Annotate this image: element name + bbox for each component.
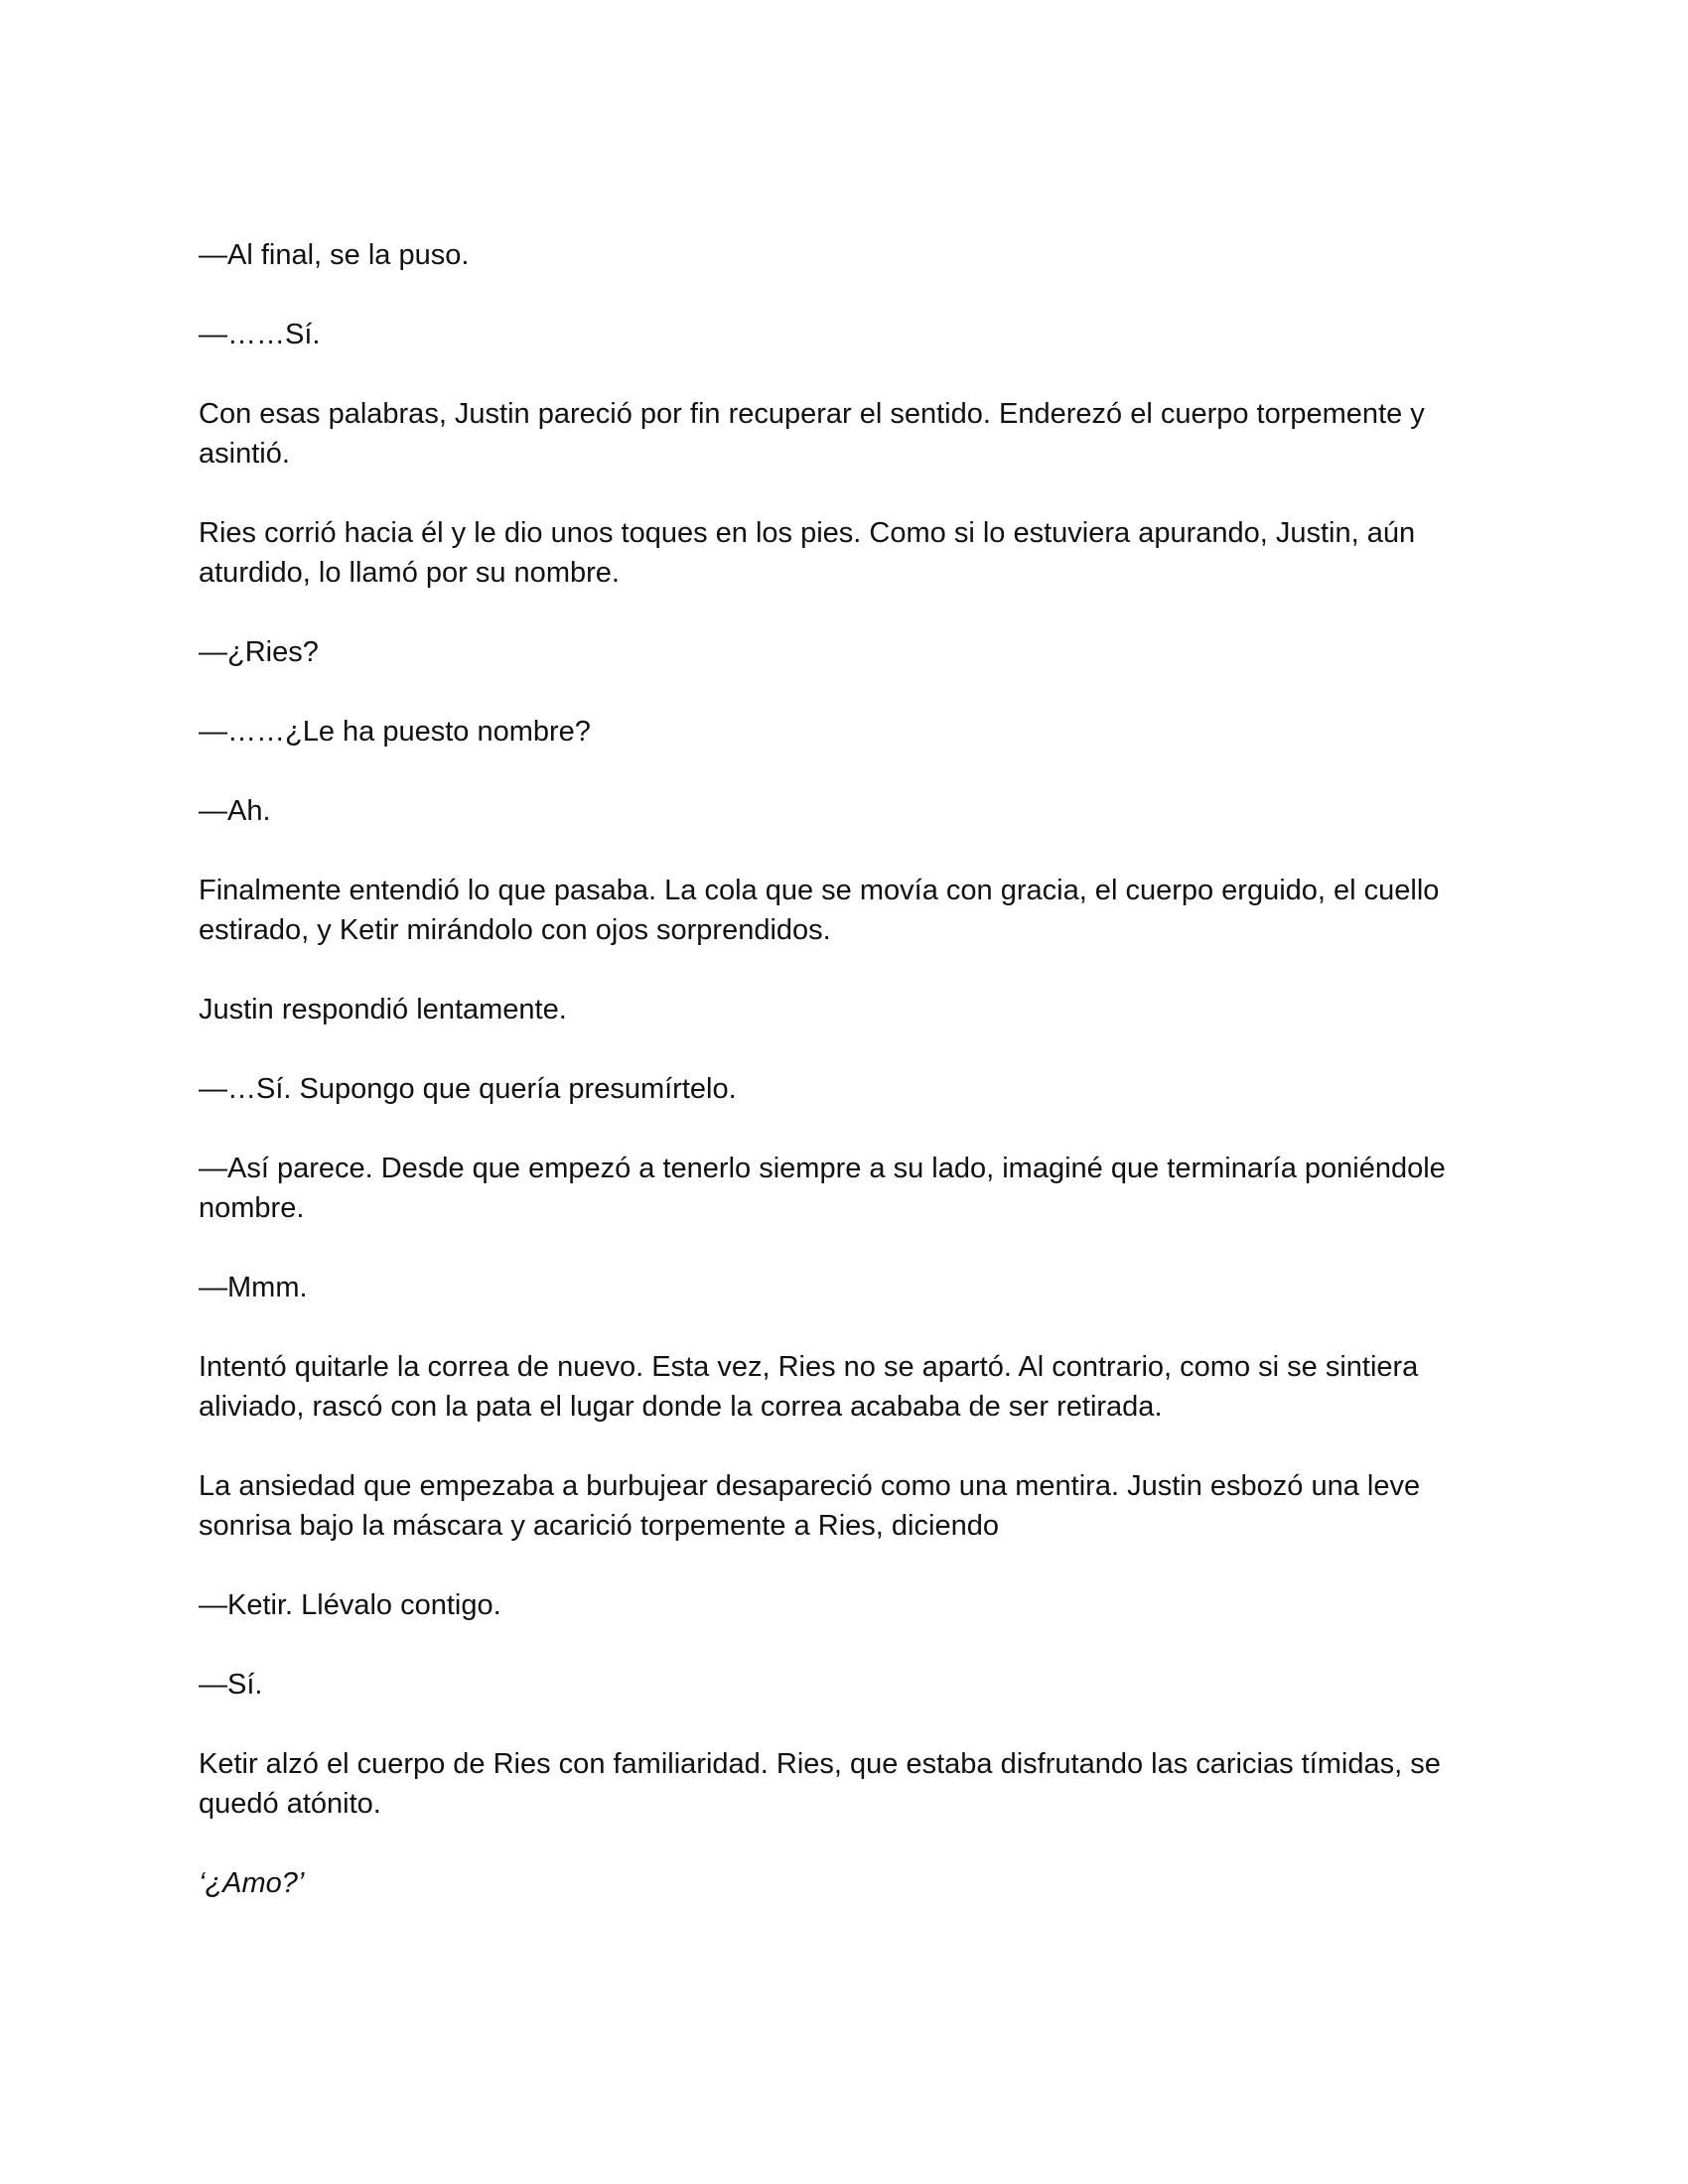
paragraph: Finalmente entendió lo que pasaba. La cola que se movía con gracia, el cuerpo erguido, el cuello estirado, y Ketir mirándolo con ojos sorprendidos.: [199, 875, 1448, 946]
paragraph: La ansiedad que empezaba a burbujear desapareció como una mentira. Justin esbozó una leve sonrisa bajo la máscara y acarició torpemente a Ries, diciendo: [199, 1470, 1429, 1542]
paragraph: Intentó quitarle la correa de nuevo. Esta vez, Ries no se apartó. Al contrario, como si se sintiera aliviado, rascó con la pata el lugar donde la correa acababa de ser retirada.: [199, 1351, 1427, 1423]
paragraph: —Al final, se la puso.: [199, 239, 470, 271]
paragraph: —…Sí. Supongo que quería presumírtelo.: [199, 1073, 737, 1105]
paragraph: —Sí.: [199, 1669, 263, 1701]
paragraph: Ketir alzó el cuerpo de Ries con familiaridad. Ries, que estaba disfrutando las caricias tímidas, se quedó atónito.: [199, 1748, 1449, 1820]
paragraph: —……Sí.: [199, 319, 321, 350]
paragraph: —Ketir. Llévalo contigo.: [199, 1589, 501, 1621]
paragraph: —¿Ries?: [199, 636, 319, 668]
paragraph: —Mmm.: [199, 1272, 308, 1303]
paragraph: —Así parece. Desde que empezó a tenerlo siempre a su lado, imaginé que terminaría poniéndole nombre.: [199, 1153, 1454, 1224]
paragraph: Justin respondió lentamente.: [199, 994, 567, 1025]
italic-thought: ‘¿Amo?’: [199, 1867, 305, 1899]
document-body: [199, 235, 1489, 1943]
paragraph: Ries corrió hacia él y le dio unos toques en los pies. Como si lo estuviera apurando, Justin, aún aturdido, lo llamó por su nombre.: [199, 517, 1424, 589]
paragraph: —……¿Le ha puesto nombre?: [199, 716, 591, 748]
paragraph: —Ah.: [199, 795, 271, 827]
paragraph: Con esas palabras, Justin pareció por fin recuperar el sentido. Enderezó el cuerpo torpemente y asintió.: [199, 398, 1433, 470]
